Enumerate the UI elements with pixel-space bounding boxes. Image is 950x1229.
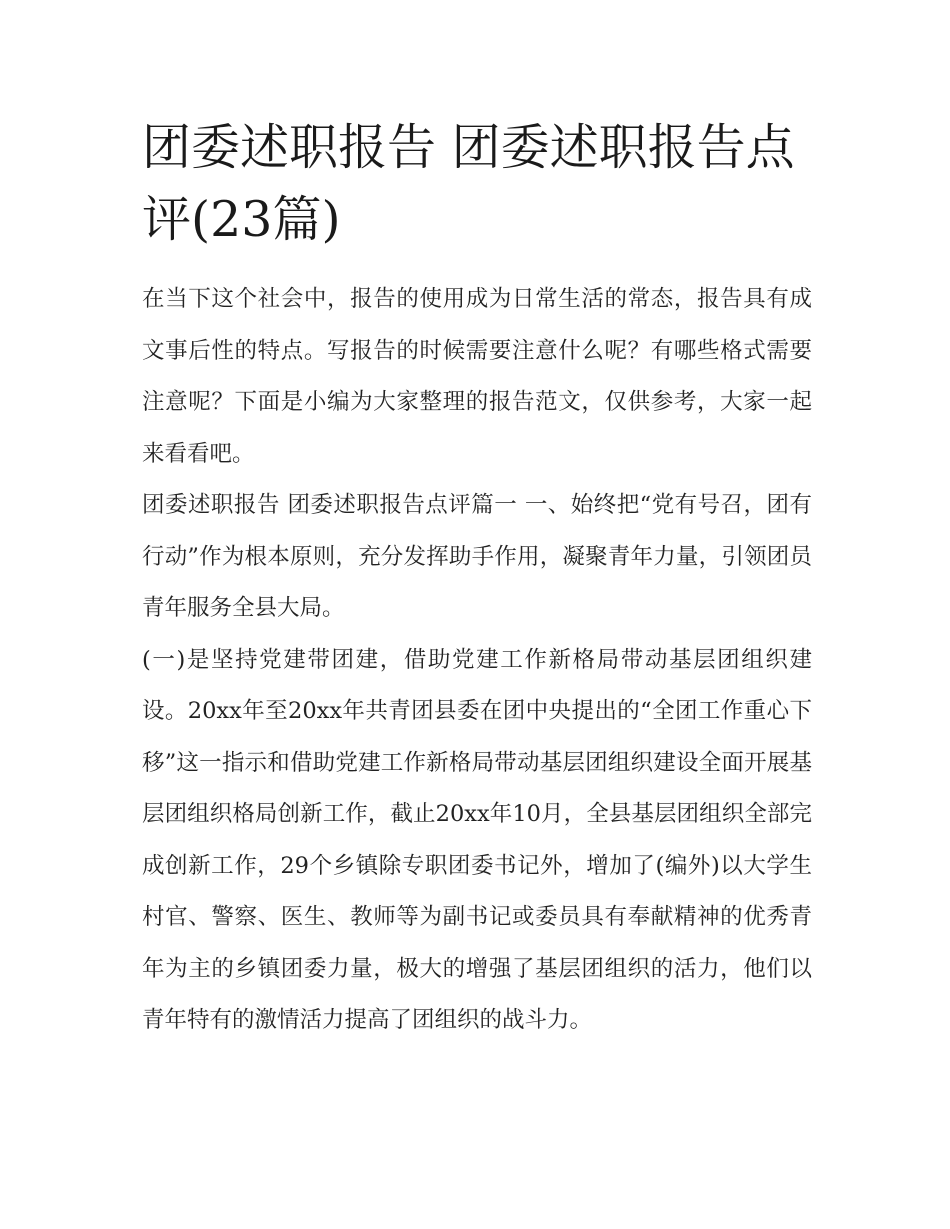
document-body: [142, 112, 812, 1047]
paragraph-section-one: 团委述职报告 团委述职报告点评篇一 一、始终把“党有号召，团有行动”作为根本原则，充分发挥助手作用，凝聚青年力量，引领团员青年服务全县大局。: [142, 492, 812, 621]
paragraph-intro: 在当下这个社会中，报告的使用成为日常生活的常态，报告具有成文事后性的特点。写报告的时候需要注意什么呢？有哪些格式需要注意呢？下面是小编为大家整理的报告范文，仅供参考，大家一起来看看吧。: [142, 286, 812, 467]
paragraph-subsection-one: (一)是坚持党建带团建，借助党建工作新格局带动基层团组织建设。20xx年至20xx年共青团县委在团中央提出的“全团工作重心下移”这一指示和借助党建工作新格局带动基层团组织建设全面开展基层团组织格局创新工作，截止20xx年10月，全县基层团组织全部完成创新工作，29个乡镇除专职团委书记外，增加了(编外)以大学生村官、警察、医生、教师等为副书记或委员具有奉献精神的优秀青年为主的乡镇团委力量，极大的增强了基层团组织的活力，他们以青年特有的激情活力提高了团组织的战斗力。: [142, 646, 812, 1033]
document-title: 团委述职报告 团委述职报告点评(23篇): [142, 119, 795, 248]
